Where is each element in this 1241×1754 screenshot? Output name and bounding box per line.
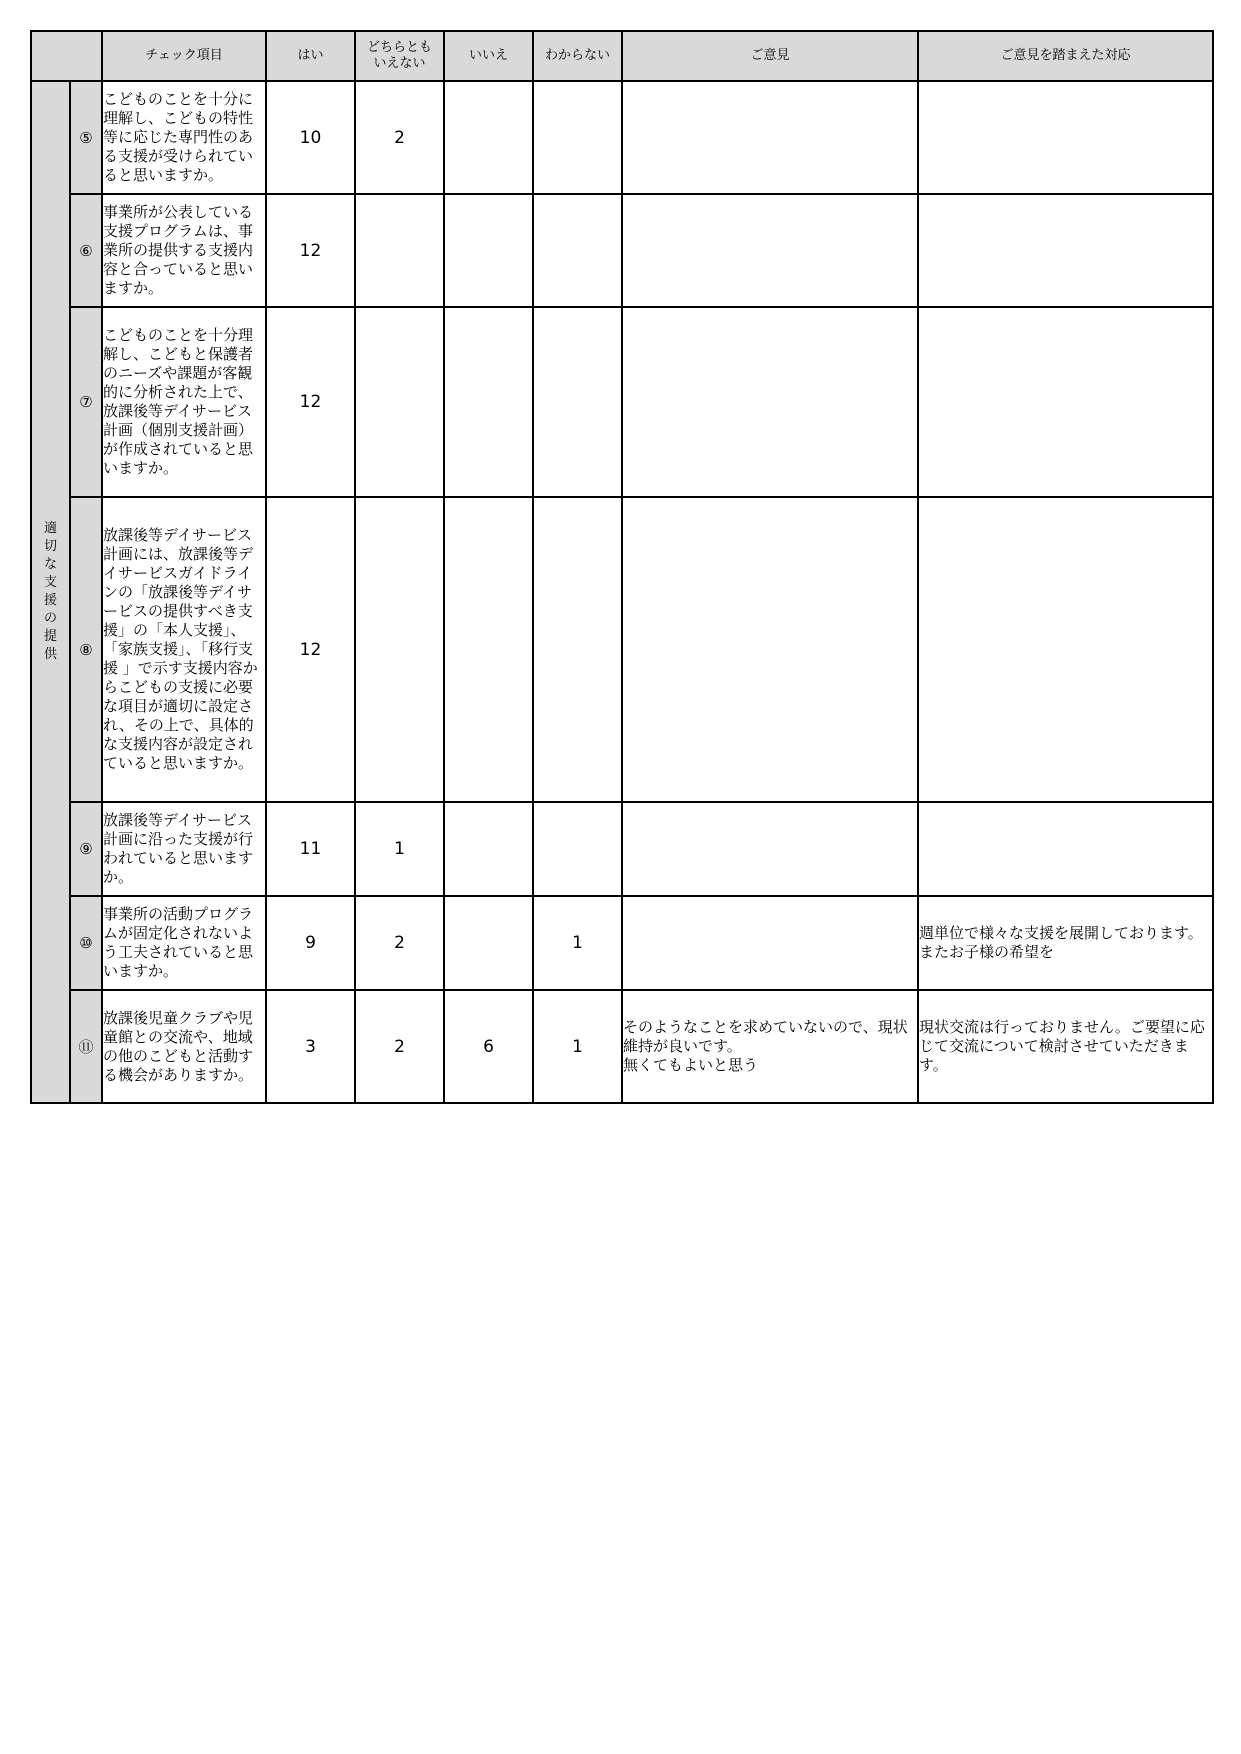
opinion-cell [622, 802, 918, 896]
yes-count: 11 [266, 802, 355, 896]
response-cell: 現状交流は行っておりません。ご要望に応じて交流について検討させていただきます。 [918, 990, 1213, 1103]
opinion-cell [622, 896, 918, 990]
row-number: ⑩ [70, 896, 102, 990]
yes-count: 9 [266, 896, 355, 990]
group-label-cell [31, 81, 70, 1103]
header-unknown: わからない [533, 31, 622, 81]
unknown-count [533, 307, 622, 497]
response-cell [918, 307, 1213, 497]
row-number: ⑤ [70, 81, 102, 194]
unknown-count [533, 802, 622, 896]
unknown-count [533, 194, 622, 307]
header-opinion: ご意見 [622, 31, 918, 81]
yes-count: 12 [266, 307, 355, 497]
response-cell: 週単位で様々な支援を展開しております。 またお子様の希望を [918, 896, 1213, 990]
yes-count: 3 [266, 990, 355, 1103]
table-row [31, 990, 1213, 1103]
no-count [444, 497, 533, 802]
header-no: いいえ [444, 31, 533, 81]
check-item-text: こどものことを十分理解し、こどもと保護者のニーズや課題が客観的に分析された上で、放課後等デイサービス計画（個別支援計画）が作成されていると思いますか。 [102, 307, 266, 497]
unknown-count: 1 [533, 990, 622, 1103]
yes-count: 10 [266, 81, 355, 194]
neither-count [355, 307, 444, 497]
check-item-text: 放課後等デイサービス計画に沿った支援が行われていると思いますか。 [102, 802, 266, 896]
header-response: ご意見を踏まえた対応 [918, 31, 1213, 81]
table-row [31, 194, 1213, 307]
yes-count: 12 [266, 194, 355, 307]
check-item-text: 放課後等デイサービス計画には、放課後等デイサービスガイドラインの「放課後等デイサービスの提供すべき支援」の「本人支援」、「家族支援」、「移行支援 」で示す支援内容からこどもの支援に必要な項目が適切に設定され、その上で、具体的な支援内容が設定されていると思いますか。 [102, 497, 266, 802]
header-yes: はい [266, 31, 355, 81]
row-number: ⑥ [70, 194, 102, 307]
check-item-text: 放課後児童クラブや児童館との交流や、地域の他のこどもと活動する機会がありますか。 [102, 990, 266, 1103]
response-cell [918, 81, 1213, 194]
row-number: ⑧ [70, 497, 102, 802]
header-blank [31, 31, 102, 81]
yes-count: 12 [266, 497, 355, 802]
neither-count: 2 [355, 896, 444, 990]
table-row [31, 497, 1213, 802]
no-count [444, 307, 533, 497]
neither-count: 1 [355, 802, 444, 896]
table-row [31, 896, 1213, 990]
no-count [444, 81, 533, 194]
opinion-cell [622, 194, 918, 307]
row-number: ⑦ [70, 307, 102, 497]
response-cell [918, 497, 1213, 802]
neither-count: 2 [355, 81, 444, 194]
neither-count [355, 194, 444, 307]
table-row [31, 307, 1213, 497]
row-number: ⑪ [70, 990, 102, 1103]
opinion-cell [622, 307, 918, 497]
header-row [31, 31, 1213, 81]
check-item-text: こどものことを十分に理解し、こどもの特性等に応じた専門性のある支援が受けられていると思いますか。 [102, 81, 266, 194]
response-cell [918, 194, 1213, 307]
header-check-item: チェック項目 [102, 31, 266, 81]
group-label: 適切な支援の提供 [43, 521, 57, 662]
neither-count: 2 [355, 990, 444, 1103]
unknown-count [533, 497, 622, 802]
check-item-text: 事業所の活動プログラムが固定化されないよう工夫されていると思いますか。 [102, 896, 266, 990]
no-count [444, 802, 533, 896]
opinion-cell: そのようなことを求めていないので、現状維持が良いです。 無くてもよいと思う [622, 990, 918, 1103]
header-neither: どちらとも いえない [355, 31, 444, 81]
check-item-text: 事業所が公表している支援プログラムは、事業所の提供する支援内容と合っていると思いますか。 [102, 194, 266, 307]
unknown-count [533, 81, 622, 194]
neither-count [355, 497, 444, 802]
table-row [31, 802, 1213, 896]
row-number: ⑨ [70, 802, 102, 896]
table-row [31, 81, 1213, 194]
no-count: 6 [444, 990, 533, 1103]
opinion-cell [622, 497, 918, 802]
survey-table [30, 30, 1214, 1104]
no-count [444, 194, 533, 307]
no-count [444, 896, 533, 990]
opinion-cell [622, 81, 918, 194]
response-cell [918, 802, 1213, 896]
unknown-count: 1 [533, 896, 622, 990]
